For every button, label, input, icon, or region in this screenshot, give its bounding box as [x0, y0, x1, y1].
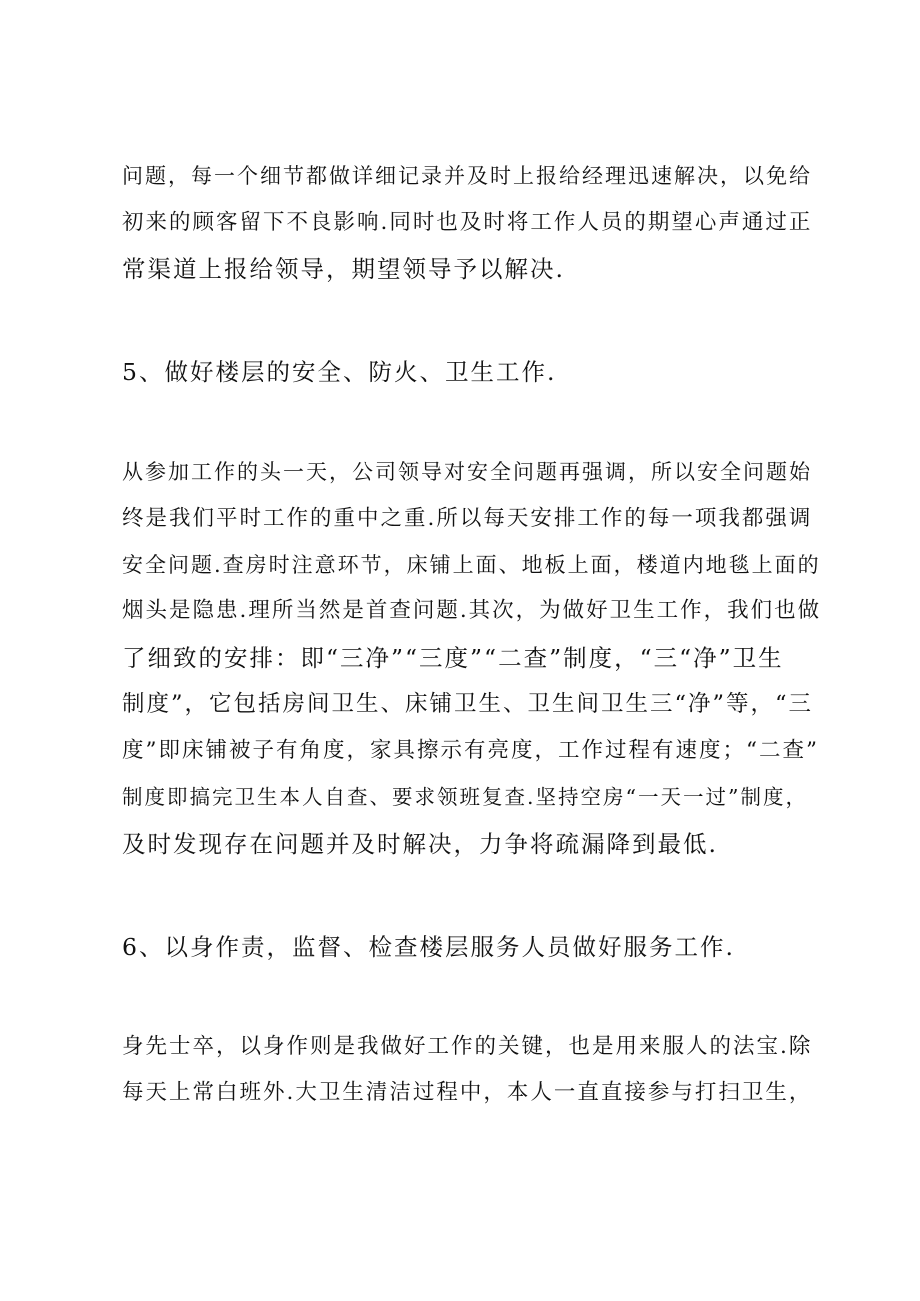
section-heading-5: 5、做好楼层的安全、防火、卫生工作. [122, 358, 557, 386]
paragraph-line: 度”即床铺被子有角度，家具擦示有亮度，工作过程有速度；“二查” [122, 738, 819, 763]
paragraph-line: 从参加工作的头一天，公司领导对安全问题再强调，所以安全问题始 [122, 460, 812, 484]
paragraph-line: 制度”，它包括房间卫生、床铺卫生、卫生间卫生三“净”等，“三 [122, 691, 814, 717]
paragraph-line: 初来的顾客留下不良影响.同时也及时将工作人员的期望心声通过正 [122, 210, 813, 235]
paragraph-line: 安全问题.查房时注意环节，床铺上面、地板上面，楼道内地毯上面的 [122, 553, 821, 577]
section-heading-6: 6、以身作责，监督、检查楼层服务人员做好服务工作. [122, 933, 735, 961]
paragraph-line: 常渠道上报给领导，期望领导予以解决. [122, 255, 565, 283]
paragraph-line: 终是我们平时工作的重中之重.所以每天安排工作的每一项我都强调 [122, 506, 813, 531]
paragraph-line: 身先士卒，以身作则是我做好工作的关键，也是用来服人的法宝.除 [122, 1034, 813, 1059]
paragraph-line: 问题，每一个细节都做详细记录并及时上报给经理迅速解决，以免给 [122, 164, 812, 188]
paragraph-line: 制度即搞完卫生本人自查、要求领班复查.坚持空房“一天一过”制度， [122, 785, 808, 809]
paragraph-line: 烟头是隐患.理所当然是首查问题.其次，为做好卫生工作，我们也做 [122, 598, 822, 623]
paragraph-line: 及时发现存在问题并及时解决，力争将疏漏降到最低. [122, 830, 718, 858]
paragraph-line: 每天上常白班外.大卫生清洁过程中，本人一直直接参与打扫卫生， [122, 1080, 813, 1105]
paragraph-line: 了细致的安排：即“三净”“三度”“二查”制度，“三“净”卫生 [122, 644, 784, 672]
